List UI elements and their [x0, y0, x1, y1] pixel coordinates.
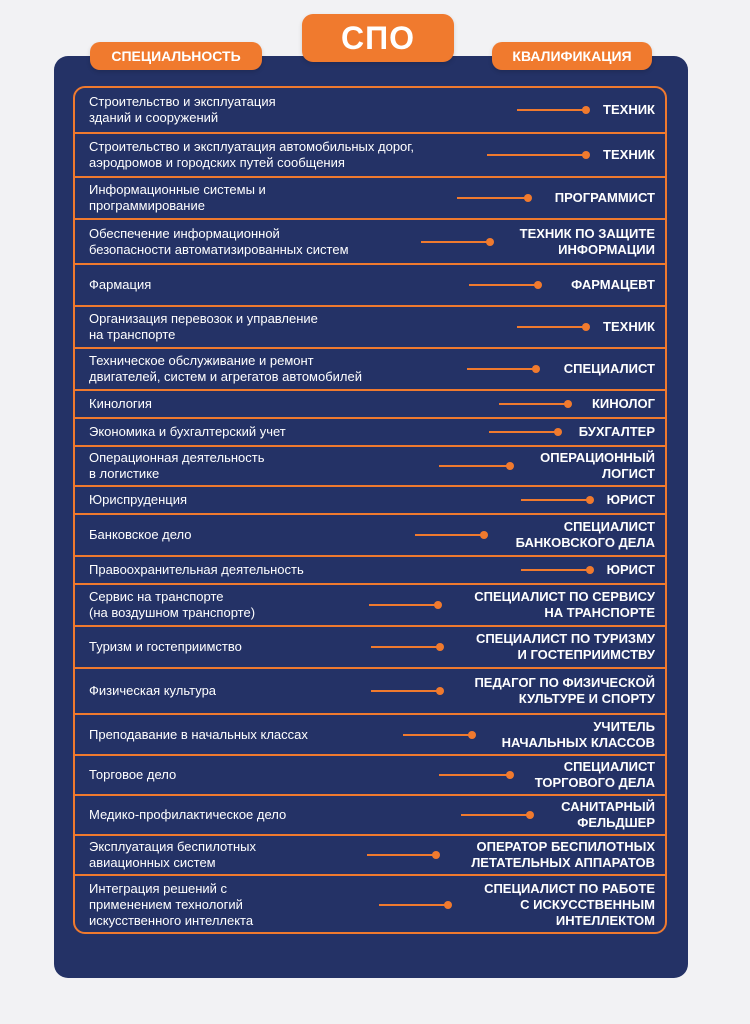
specialty-name: Фармация: [89, 277, 152, 292]
table-row: [75, 796, 665, 836]
connector-line: [517, 326, 587, 328]
connector-line: [371, 690, 441, 692]
specialty-name: Преподавание в начальных классах: [89, 726, 308, 742]
table-row: [75, 876, 665, 934]
specialty-name: Строительство и эксплуатация автомобильных дорог, аэродромов и городских путей сообщения: [89, 139, 415, 170]
table-row: [75, 447, 665, 487]
specialty-name: Юриспруденция: [89, 492, 188, 507]
specialty-name: Кинология: [89, 396, 152, 411]
specialty-name: Медико-профилактическое дело: [89, 807, 287, 822]
table-row: [75, 220, 665, 265]
connector-line: [367, 854, 437, 856]
connector-line: [487, 154, 587, 156]
table-row: [75, 178, 665, 220]
table-row: [75, 669, 665, 715]
qualification-name: ТЕХНИК: [603, 319, 655, 334]
connector-line: [403, 734, 473, 736]
qualification-name: СПЕЦИАЛИСТ ПО РАБОТЕ С ИСКУССТВЕННЫМ ИНТЕЛЛЕКТОМ: [484, 881, 655, 928]
qualification-name: СПЕЦИАЛИСТ ТОРГОВОГО ДЕЛА: [534, 759, 655, 790]
connector-line: [371, 646, 441, 648]
connector-line: [517, 109, 587, 111]
table-row: [75, 515, 665, 557]
qualification-name: СПЕЦИАЛИСТ БАНКОВСКОГО ДЕЛА: [515, 519, 655, 550]
qualification-name: УЧИТЕЛЬ НАЧАЛЬНЫХ КЛАССОВ: [501, 718, 655, 750]
qualification-header: КВАЛИФИКАЦИЯ: [492, 42, 652, 70]
qualification-name: СПЕЦИАЛИСТ ПО ТУРИЗМУ И ГОСТЕПРИИМСТВУ: [475, 631, 655, 662]
specialty-name: Физическая культура: [89, 683, 217, 698]
qualification-name: ПЕДАГОГ ПО ФИЗИЧЕСКОЙ КУЛЬТУРЕ И СПОРТУ: [474, 675, 655, 706]
connector-line: [521, 499, 591, 501]
qualification-name: СПЕЦИАЛИСТ: [563, 361, 655, 376]
qualification-name: ОПЕРАЦИОННЫЙ ЛОГИСТ: [540, 450, 655, 481]
connector-line: [489, 431, 559, 433]
table-row: [75, 836, 665, 876]
connector-line: [369, 604, 439, 606]
qualification-name: ТЕХНИК: [603, 102, 655, 117]
specialty-header: СПЕЦИАЛЬНОСТЬ: [90, 42, 262, 70]
connector-line: [415, 534, 485, 536]
qualification-name: ТЕХНИК ПО ЗАЩИТЕ ИНФОРМАЦИИ: [519, 225, 655, 257]
table-row: [75, 715, 665, 756]
table-row: [75, 391, 665, 419]
qualification-name: САНИТАРНЫЙ ФЕЛЬДШЕР: [561, 799, 655, 830]
qualification-name: ЮРИСТ: [606, 562, 655, 577]
qualification-name: ПРОГРАММИСТ: [554, 190, 655, 205]
table-row: [75, 307, 665, 349]
specialty-name: Организация перевозок и управление на транспорте: [89, 311, 318, 342]
specialty-name: Торговое дело: [89, 767, 177, 782]
specialty-name: Техническое обслуживание и ремонт двигателей, систем и агрегатов автомобилей: [89, 353, 363, 384]
table-row: [75, 487, 665, 515]
connector-line: [469, 284, 539, 286]
specialty-name: Банковское дело: [89, 527, 192, 542]
table-row: [75, 756, 665, 796]
specialty-name: Сервис на транспорте (на воздушном транспорте): [89, 589, 256, 620]
specialty-name: Туризм и гостеприимство: [89, 639, 242, 654]
connector-line: [457, 197, 529, 199]
specialty-name: Строительство и эксплуатация зданий и сооружений: [89, 94, 276, 125]
specialty-name: Информационные системы и программирование: [89, 182, 266, 213]
table-row: [75, 627, 665, 669]
connector-line: [439, 774, 511, 776]
specialty-name: Эксплуатация беспилотных авиационных систем: [89, 839, 256, 870]
connector-line: [521, 569, 591, 571]
table-row: [75, 557, 665, 585]
qualification-name: КИНОЛОГ: [591, 396, 655, 411]
specialty-name: Экономика и бухгалтерский учет: [89, 424, 286, 439]
connector-line: [421, 241, 491, 243]
connector-line: [467, 368, 537, 370]
connector-line: [379, 904, 449, 906]
connector-line: [439, 465, 511, 467]
specialty-table: [73, 86, 667, 934]
table-row: [75, 88, 665, 134]
qualification-name: БУХГАЛТЕР: [578, 424, 655, 439]
qualification-name: ТЕХНИК: [603, 147, 655, 162]
qualification-name: ЮРИСТ: [606, 492, 655, 507]
table-row: [75, 134, 665, 178]
table-row: [75, 265, 665, 307]
specialty-name: Обеспечение информационной безопасности автоматизированных систем: [89, 225, 349, 257]
table-row: [75, 419, 665, 447]
page-title: СПО: [302, 14, 454, 62]
connector-line: [499, 403, 569, 405]
table-row: [75, 349, 665, 391]
specialty-name: Интеграция решений с применением технологий искусственного интеллекта: [89, 881, 254, 928]
qualification-name: СПЕЦИАЛИСТ ПО СЕРВИСУ НА ТРАНСПОРТЕ: [474, 589, 655, 620]
qualification-name: ФАРМАЦЕВТ: [571, 277, 655, 292]
specialty-name: Операционная деятельность в логистике: [89, 450, 265, 481]
specialty-name: Правоохранительная деятельность: [89, 562, 304, 577]
qualification-name: ОПЕРАТОР БЕСПИЛОТНЫХ ЛЕТАТЕЛЬНЫХ АППАРАТОВ: [471, 839, 655, 870]
table-row: [75, 585, 665, 627]
connector-line: [461, 814, 531, 816]
